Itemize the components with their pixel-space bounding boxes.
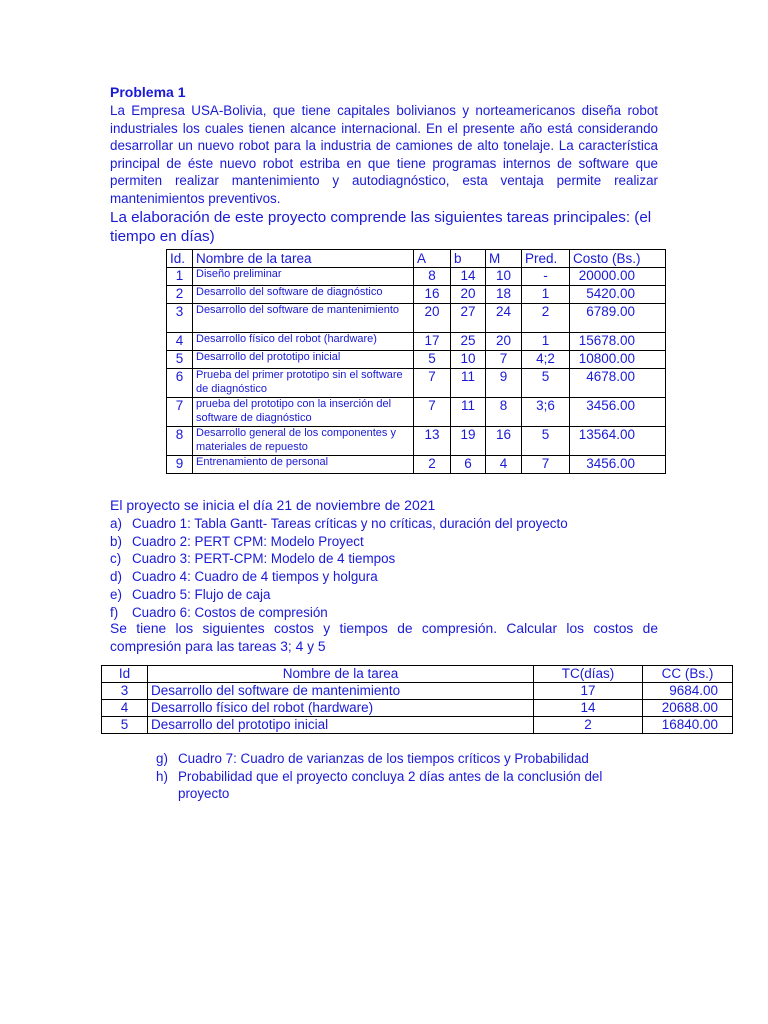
table-cell: 9684.00 — [643, 683, 733, 700]
col-header: M — [486, 250, 522, 268]
col-header: Costo (Bs.) — [570, 250, 666, 268]
table-cell: 7 — [167, 398, 193, 427]
table-cell: 16840.00 — [643, 717, 733, 734]
col-header: A — [414, 250, 451, 268]
questions-list-2 — [156, 750, 656, 803]
table-cell: 2 — [522, 304, 570, 333]
tasks-intro: La elaboración de este proyecto comprende las siguientes tareas principales: (el tiempo en días) — [110, 209, 652, 245]
table-cell: 20 — [414, 304, 451, 333]
table-cell: 11 — [451, 369, 486, 398]
table-cell: 10 — [486, 268, 522, 286]
list-item-letter: g) — [156, 751, 168, 766]
list-item — [156, 768, 656, 803]
table-row — [167, 304, 666, 333]
table-cell: 2 — [167, 286, 193, 304]
table-row — [167, 268, 666, 286]
list-item-letter: b) — [110, 533, 122, 549]
tasks-table-header — [167, 250, 666, 268]
table-row — [167, 427, 666, 456]
table-cell: 4678.00 — [570, 369, 666, 398]
table-cell: 11 — [451, 398, 486, 427]
table-cell: Desarrollo físico del robot (hardware) — [193, 333, 414, 351]
table-row — [167, 369, 666, 398]
list-item-text: Cuadro 7: Cuadro de varianzas de los tiempos críticos y Probabilidad — [178, 751, 589, 766]
table-cell: Desarrollo del prototipo inicial — [148, 717, 534, 734]
table-cell: 6789.00 — [570, 304, 666, 333]
table-cell: 5 — [102, 717, 148, 734]
table-cell: 3 — [102, 683, 148, 700]
table-cell: 1 — [522, 333, 570, 351]
table-cell: 8 — [486, 398, 522, 427]
list-item-text: Cuadro 5: Flujo de caja — [132, 586, 271, 602]
list-item-letter: e) — [110, 586, 122, 602]
table-cell: Prueba del primer prototipo sin el software de diagnóstico — [193, 369, 414, 398]
table-cell: Desarrollo del software de diagnóstico — [193, 286, 414, 304]
table-cell: 10 — [451, 351, 486, 369]
list-item — [110, 515, 670, 533]
table-cell: Desarrollo del software de mantenimiento — [148, 683, 534, 700]
table-cell: Desarrollo del software de mantenimiento — [193, 304, 414, 333]
table-cell: 7 — [522, 456, 570, 474]
table-row — [167, 456, 666, 474]
table-cell: 7 — [486, 351, 522, 369]
table-cell: 3456.00 — [570, 456, 666, 474]
table-cell: 2 — [534, 717, 643, 734]
compression-intro: Se tiene los siguientes costos y tiempos de compresión. Calcular los costos de compresión para las tareas 3; 4 y 5 — [110, 621, 658, 654]
table-row — [167, 333, 666, 351]
start-date-text: El proyecto se inicia el día 21 de noviembre de 2021 — [110, 497, 436, 513]
list-item — [110, 550, 670, 568]
table-cell: 27 — [451, 304, 486, 333]
list-item — [110, 533, 670, 551]
table-cell: 9 — [167, 456, 193, 474]
table-row — [102, 683, 733, 700]
list-item — [110, 568, 670, 586]
table-cell: 5 — [522, 427, 570, 456]
tasks-table — [166, 249, 666, 474]
problem-title: Problema 1 — [110, 84, 186, 100]
table-cell: 7 — [414, 398, 451, 427]
list-item — [110, 586, 670, 604]
table-cell: 17 — [414, 333, 451, 351]
compression-table-header — [102, 666, 733, 683]
table-cell: - — [522, 268, 570, 286]
questions-list — [110, 515, 670, 621]
table-row — [102, 717, 733, 734]
table-row — [167, 398, 666, 427]
table-cell: 4 — [486, 456, 522, 474]
table-cell: 14 — [534, 700, 643, 717]
list-item-letter: f) — [110, 604, 119, 620]
list-item-text: Cuadro 3: PERT-CPM: Modelo de 4 tiempos — [132, 551, 396, 567]
table-cell: 4;2 — [522, 351, 570, 369]
col-header: Pred. — [522, 250, 570, 268]
table-cell: 4 — [167, 333, 193, 351]
table-cell: 20 — [451, 286, 486, 304]
list-item-letter: c) — [110, 551, 122, 567]
table-cell: 10800.00 — [570, 351, 666, 369]
table-cell: 18 — [486, 286, 522, 304]
list-item-letter: a) — [110, 516, 122, 531]
list-item-text: Cuadro 1: Tabla Gantt- Tareas críticas y no críticas, duración del proyecto — [132, 516, 568, 531]
intro-paragraph: La Empresa USA-Bolivia, que tiene capitales bolivianos y norteamericanos diseña robot industriales los cuales tienen alcance internacional. En el presente año está considerando desarrollar un nuevo robot para la industria de camiones de alto tonelaje. La característica principal de éste nuevo robot estriba en que tiene programas internos de software que permiten realizar mantenimiento y autodiagnóstico, esta ventaja permite realizar mantenimientos preventivos. — [110, 103, 658, 206]
list-item — [156, 750, 656, 768]
table-cell: 7 — [414, 369, 451, 398]
table-cell: 20000.00 — [570, 268, 666, 286]
table-cell: Desarrollo general de los componentes y materiales de repuesto — [193, 427, 414, 456]
table-cell: 16 — [414, 286, 451, 304]
col-header: CC (Bs.) — [643, 666, 733, 683]
list-item — [110, 604, 670, 622]
table-cell: 20688.00 — [643, 700, 733, 717]
list-item-text: Cuadro 4: Cuadro de 4 tiempos y holgura — [132, 569, 378, 585]
table-cell: 6 — [451, 456, 486, 474]
table-cell: 5 — [414, 351, 451, 369]
table-cell: 5 — [167, 351, 193, 369]
table-cell: Desarrollo físico del robot (hardware) — [148, 700, 534, 717]
list-item-text: Cuadro 2: PERT CPM: Modelo Proyect — [132, 533, 364, 549]
table-cell: 2 — [414, 456, 451, 474]
table-cell: prueba del prototipo con la inserción del software de diagnóstico — [193, 398, 414, 427]
table-cell: 14 — [451, 268, 486, 286]
table-cell: 1 — [522, 286, 570, 304]
table-cell: 3 — [167, 304, 193, 333]
table-cell: 5 — [522, 369, 570, 398]
col-header: Nombre de la tarea — [148, 666, 534, 683]
table-cell: 16 — [486, 427, 522, 456]
table-cell: 4 — [102, 700, 148, 717]
table-cell: 9 — [486, 369, 522, 398]
table-cell: 25 — [451, 333, 486, 351]
table-cell: Entrenamiento de personal — [193, 456, 414, 474]
table-row — [102, 700, 733, 717]
table-cell: 13 — [414, 427, 451, 456]
col-header: Nombre de la tarea — [193, 250, 414, 268]
col-header: b — [451, 250, 486, 268]
table-cell: 13564.00 — [570, 427, 666, 456]
table-cell: 15678.00 — [570, 333, 666, 351]
table-row — [167, 286, 666, 304]
table-cell: 1 — [167, 268, 193, 286]
table-cell: 19 — [451, 427, 486, 456]
table-cell: 3456.00 — [570, 398, 666, 427]
col-header: Id. — [167, 250, 193, 268]
table-cell: 3;6 — [522, 398, 570, 427]
list-item-letter: d) — [110, 569, 122, 585]
table-cell: 8 — [167, 427, 193, 456]
table-cell: 6 — [167, 369, 193, 398]
table-cell: 17 — [534, 683, 643, 700]
table-cell: 24 — [486, 304, 522, 333]
col-header: TC(días) — [534, 666, 643, 683]
list-item-letter: h) — [156, 768, 168, 784]
list-item-text: Cuadro 6: Costos de compresión — [132, 604, 328, 620]
table-cell: 5420.00 — [570, 286, 666, 304]
list-item-text: Probabilidad que el proyecto concluya 2 días antes de la conclusión del proyecto — [178, 768, 603, 801]
compression-table — [101, 665, 733, 734]
table-cell: 8 — [414, 268, 451, 286]
table-cell: 20 — [486, 333, 522, 351]
table-cell: Desarrollo del prototipo inicial — [193, 351, 414, 369]
table-cell: Diseño preliminar — [193, 268, 414, 286]
table-row — [167, 351, 666, 369]
col-header: Id — [102, 666, 148, 683]
